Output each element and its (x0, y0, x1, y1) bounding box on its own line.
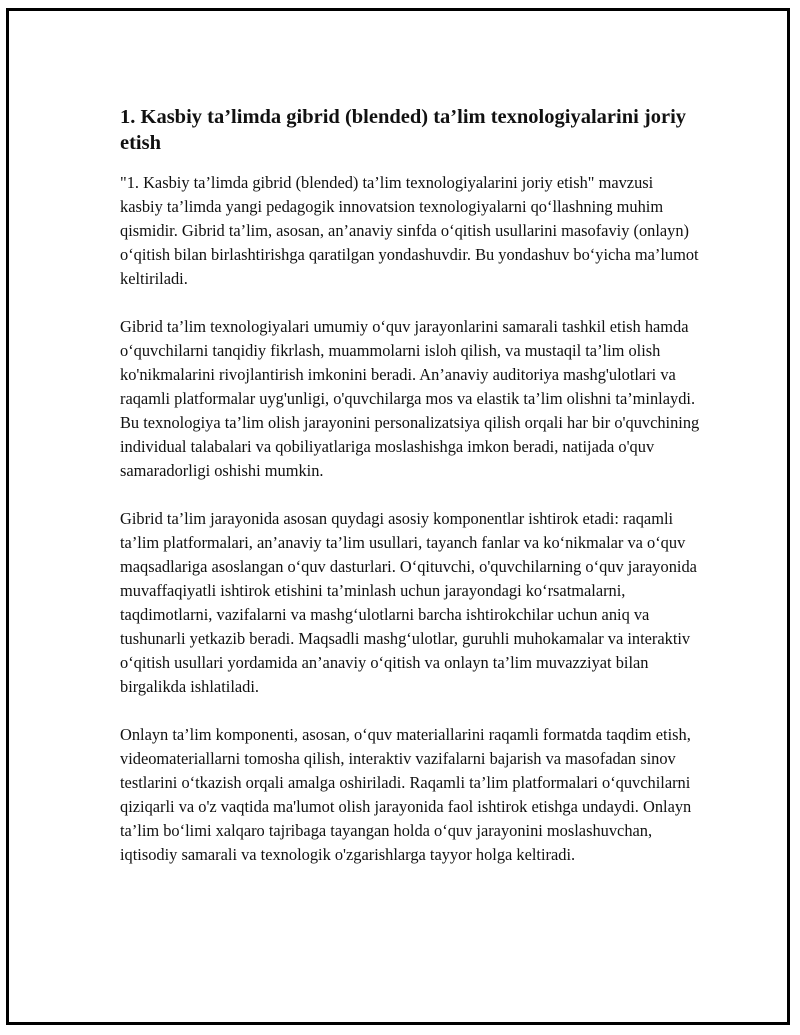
paragraph-1: "1. Kasbiy ta’limda gibrid (blended) ta’lim texnologiyalarini joriy etish" mavzusi kasbiy ta’limda yangi pedagogik innovatsion texnologiyalarni qo‘llashning muhim qismidir. Gibrid ta’lim, asosan, an’anaviy sinfda o‘qitish usullarini masofaviy (onlayn) o‘qitish bilan birlashtirishga qaratilgan yondashuvdir. Bu yondashuv bo‘yicha ma’lumot keltiriladi. (120, 173, 699, 288)
paragraph-2: Gibrid ta’lim texnologiyalari umumiy o‘quv jarayonlarini samarali tashkil etish hamda o‘quvchilarni tanqidiy fikrlash, muammolarni isloh qilish, va mustaqil ta’lim olish ko'nikmalarini rivojlantirish imkonini beradi. An’anaviy auditoriya mashg'ulotlari va raqamli platformalar uyg'unligi, o'quvchilarga mos va elastik ta’lim olishni ta’minlaydi. Bu texnologiya ta’lim olish jarayonini personalizatsiya qilish orqali har bir o'quvchining individual talabalari va qobiliyatlariga moslashishga imkon beradi, natijada o'quv samaradorligi oshishi mumkin. (120, 317, 700, 480)
document-body (120, 104, 700, 891)
page-frame (6, 8, 790, 1025)
document-title: 1. Kasbiy ta’limda gibrid (blended) ta’lim texnologiyalarini joriy etish (120, 106, 687, 154)
paragraph-4: Onlayn ta’lim komponenti, asosan, o‘quv materiallarini raqamli formatda taqdim etish, videomateriallarni tomosha qilish, interaktiv vazifalarni bajarish va masofadan sinov testlarini o‘tkazish orqali amalga oshiriladi. Raqamli ta’lim platformalari o‘quvchilarni qiziqarli va o'z vaqtida ma'lumot olish jarayonida faol ishtirok etishga undaydi. Onlayn ta’lim bo‘limi xalqaro tajribaga tayangan holda o‘quv jarayonini moslashuvchan, iqtisodiy samarali va texnologik o'zgarishlarga tayyor holga keltiradi. (120, 725, 692, 864)
paragraph-3: Gibrid ta’lim jarayonida asosan quydagi asosiy komponentlar ishtirok etadi: raqamli ta’lim platformalari, an’anaviy ta’lim usullari, tayanch fanlar va ko‘nikmalar va o‘quv maqsadlariga asoslangan o‘quv dasturlari. O‘qituvchi, o'quvchilarning o‘quv jarayonida muvaffaqiyatli ishtirok etishini ta’minlash uchun jarayondagi ko‘rsatmalarni, taqdimotlarni, vazifalarni va mashg‘ulotlarni barcha ishtirokchilar uchun aniq va tushunarli yetkazib beradi. Maqsadli mashg‘ulotlar, guruhli muhokamalar va interaktiv o‘qitish usullari yordamida an’anaviy o‘qitish va onlayn ta’lim muvazziyat bilan birgalikda ishlatiladi. (120, 509, 697, 696)
